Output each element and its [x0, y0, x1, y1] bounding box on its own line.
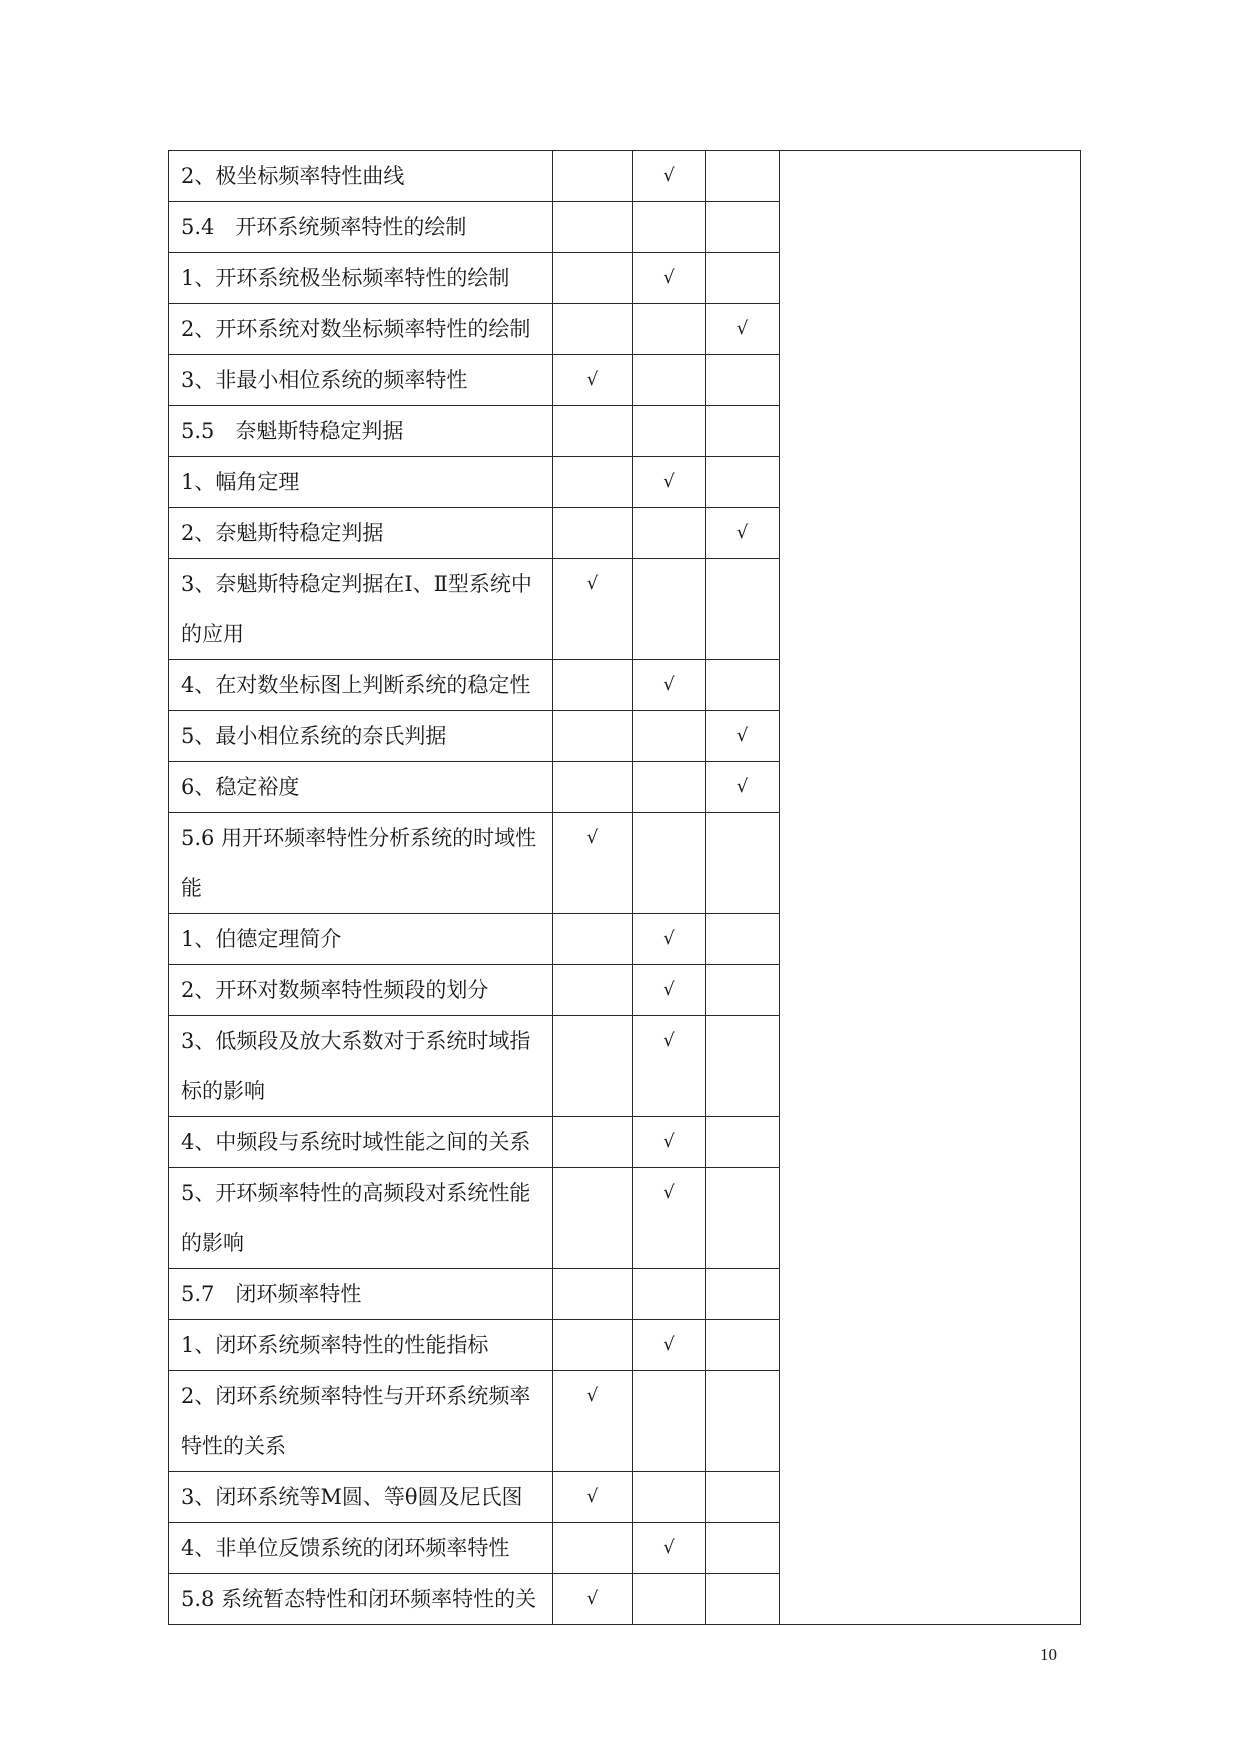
topic-cell — [169, 151, 553, 202]
level-2-cell — [633, 304, 706, 355]
level-1-cell — [553, 1168, 633, 1269]
check-mark: √ — [663, 267, 675, 288]
topic-text: 5.8 系统暂态特性和闭环频率特性的关 — [181, 1587, 537, 1611]
topic-text: 6、稳定裕度 — [181, 775, 300, 799]
topic-text: 3、闭环系统等M圆、等θ圆及尼氏图 — [181, 1485, 523, 1509]
level-3-cell — [706, 1269, 780, 1320]
level-2-cell — [633, 1117, 706, 1168]
level-1-cell — [553, 762, 633, 813]
level-3-cell — [706, 457, 780, 508]
level-1-cell — [553, 711, 633, 762]
check-mark: √ — [663, 471, 675, 492]
check-mark: √ — [736, 725, 749, 746]
topic-cell — [169, 1269, 553, 1320]
level-3-cell — [706, 914, 780, 965]
level-1-cell — [553, 1523, 633, 1574]
topic-cell — [169, 355, 553, 406]
check-mark: √ — [663, 1182, 675, 1203]
level-1-cell — [553, 1269, 633, 1320]
check-mark: √ — [663, 674, 675, 695]
level-2-cell — [633, 813, 706, 914]
level-2-cell — [633, 914, 706, 965]
level-2-cell — [633, 711, 706, 762]
level-2-cell — [633, 1371, 706, 1472]
level-1-cell — [553, 406, 633, 457]
topic-text: 5.4 开环系统频率特性的绘制 — [181, 215, 467, 239]
level-1-cell — [553, 1371, 633, 1472]
syllabus-table — [168, 150, 1081, 1625]
level-3-cell — [706, 202, 780, 253]
check-mark: √ — [736, 522, 749, 543]
topic-text: 3、低频段及放大系数对于系统时域指标的影响 — [181, 1029, 531, 1103]
level-3-cell — [706, 1472, 780, 1523]
level-3-cell — [706, 813, 780, 914]
level-2-cell — [633, 508, 706, 559]
topic-text: 2、极坐标频率特性曲线 — [181, 164, 405, 188]
level-3-cell — [706, 559, 780, 660]
level-1-cell — [553, 1117, 633, 1168]
topic-text: 1、幅角定理 — [181, 470, 300, 494]
topic-cell — [169, 1320, 553, 1371]
topic-cell — [169, 253, 553, 304]
level-2-cell — [633, 1472, 706, 1523]
level-2-cell — [633, 1016, 706, 1117]
level-3-cell — [706, 660, 780, 711]
topic-text: 5.7 闭环频率特性 — [181, 1282, 362, 1306]
level-1-cell — [553, 508, 633, 559]
check-mark: √ — [663, 1334, 675, 1355]
check-mark: √ — [586, 573, 599, 594]
notes-cell — [780, 151, 1081, 1625]
topic-cell — [169, 1016, 553, 1117]
topic-cell — [169, 1472, 553, 1523]
level-3-cell — [706, 711, 780, 762]
level-3-cell — [706, 1574, 780, 1625]
topic-cell — [169, 1574, 553, 1625]
topic-text: 3、奈魁斯特稳定判据在Ⅰ、Ⅱ型系统中的应用 — [181, 572, 532, 646]
level-2-cell — [633, 202, 706, 253]
level-3-cell — [706, 508, 780, 559]
topic-cell — [169, 1168, 553, 1269]
level-2-cell — [633, 355, 706, 406]
topic-cell — [169, 965, 553, 1016]
level-1-cell — [553, 304, 633, 355]
topic-cell — [169, 457, 553, 508]
level-2-cell — [633, 1269, 706, 1320]
level-1-cell — [553, 1574, 633, 1625]
level-2-cell — [633, 1574, 706, 1625]
level-3-cell — [706, 1371, 780, 1472]
topic-cell — [169, 914, 553, 965]
topic-text: 5.6 用开环频率特性分析系统的时域性能 — [181, 826, 537, 900]
level-1-cell — [553, 1320, 633, 1371]
table-row — [169, 151, 1081, 202]
level-3-cell — [706, 151, 780, 202]
topic-text: 2、闭环系统频率特性与开环系统频率特性的关系 — [181, 1384, 531, 1458]
level-1-cell — [553, 355, 633, 406]
topic-cell — [169, 406, 553, 457]
topic-cell — [169, 813, 553, 914]
check-mark: √ — [586, 827, 599, 848]
syllabus-table-body — [169, 151, 1081, 1625]
topic-cell — [169, 1523, 553, 1574]
topic-text: 2、开环对数频率特性频段的划分 — [181, 978, 489, 1002]
level-2-cell — [633, 151, 706, 202]
check-mark: √ — [663, 979, 675, 1000]
check-mark: √ — [586, 369, 599, 390]
topic-text: 5.5 奈魁斯特稳定判据 — [181, 419, 404, 443]
level-1-cell — [553, 813, 633, 914]
check-mark: √ — [663, 1537, 675, 1558]
check-mark: √ — [663, 1030, 675, 1051]
topic-cell — [169, 762, 553, 813]
level-3-cell — [706, 1320, 780, 1371]
topic-cell — [169, 559, 553, 660]
topic-text: 5、开环频率特性的高频段对系统性能的影响 — [181, 1181, 531, 1255]
topic-text: 1、开环系统极坐标频率特性的绘制 — [181, 266, 510, 290]
level-2-cell — [633, 762, 706, 813]
level-2-cell — [633, 1320, 706, 1371]
level-2-cell — [633, 457, 706, 508]
topic-cell — [169, 304, 553, 355]
check-mark: √ — [663, 928, 675, 949]
level-1-cell — [553, 1472, 633, 1523]
topic-cell — [169, 711, 553, 762]
level-3-cell — [706, 1168, 780, 1269]
topic-text: 1、闭环系统频率特性的性能指标 — [181, 1333, 489, 1357]
level-3-cell — [706, 1016, 780, 1117]
topic-cell — [169, 1117, 553, 1168]
check-mark: √ — [586, 1385, 599, 1406]
check-mark: √ — [586, 1588, 599, 1609]
check-mark: √ — [586, 1486, 599, 1507]
topic-text: 5、最小相位系统的奈氏判据 — [181, 724, 447, 748]
level-3-cell — [706, 1523, 780, 1574]
topic-cell — [169, 508, 553, 559]
level-3-cell — [706, 253, 780, 304]
level-1-cell — [553, 914, 633, 965]
level-1-cell — [553, 151, 633, 202]
check-mark: √ — [736, 318, 749, 339]
level-2-cell — [633, 965, 706, 1016]
level-2-cell — [633, 1523, 706, 1574]
level-1-cell — [553, 965, 633, 1016]
topic-cell — [169, 202, 553, 253]
level-1-cell — [553, 457, 633, 508]
page-number: 10 — [1040, 1645, 1057, 1664]
level-2-cell — [633, 559, 706, 660]
check-mark: √ — [663, 1131, 675, 1152]
check-mark: √ — [736, 776, 749, 797]
level-2-cell — [633, 1168, 706, 1269]
level-1-cell — [553, 1016, 633, 1117]
topic-text: 1、伯德定理简介 — [181, 927, 342, 951]
topic-text: 4、非单位反馈系统的闭环频率特性 — [181, 1536, 510, 1560]
level-3-cell — [706, 965, 780, 1016]
level-3-cell — [706, 355, 780, 406]
level-1-cell — [553, 559, 633, 660]
level-3-cell — [706, 1117, 780, 1168]
level-2-cell — [633, 253, 706, 304]
topic-cell — [169, 1371, 553, 1472]
topic-text: 4、在对数坐标图上判断系统的稳定性 — [181, 673, 531, 697]
topic-text: 3、非最小相位系统的频率特性 — [181, 368, 468, 392]
level-2-cell — [633, 406, 706, 457]
level-2-cell — [633, 660, 706, 711]
level-1-cell — [553, 660, 633, 711]
topic-text: 2、开环系统对数坐标频率特性的绘制 — [181, 317, 531, 341]
level-1-cell — [553, 253, 633, 304]
level-3-cell — [706, 762, 780, 813]
level-3-cell — [706, 406, 780, 457]
topic-text: 2、奈魁斯特稳定判据 — [181, 521, 384, 545]
topic-cell — [169, 660, 553, 711]
level-3-cell — [706, 304, 780, 355]
topic-text: 4、中频段与系统时域性能之间的关系 — [181, 1130, 531, 1154]
level-1-cell — [553, 202, 633, 253]
check-mark: √ — [663, 165, 675, 186]
